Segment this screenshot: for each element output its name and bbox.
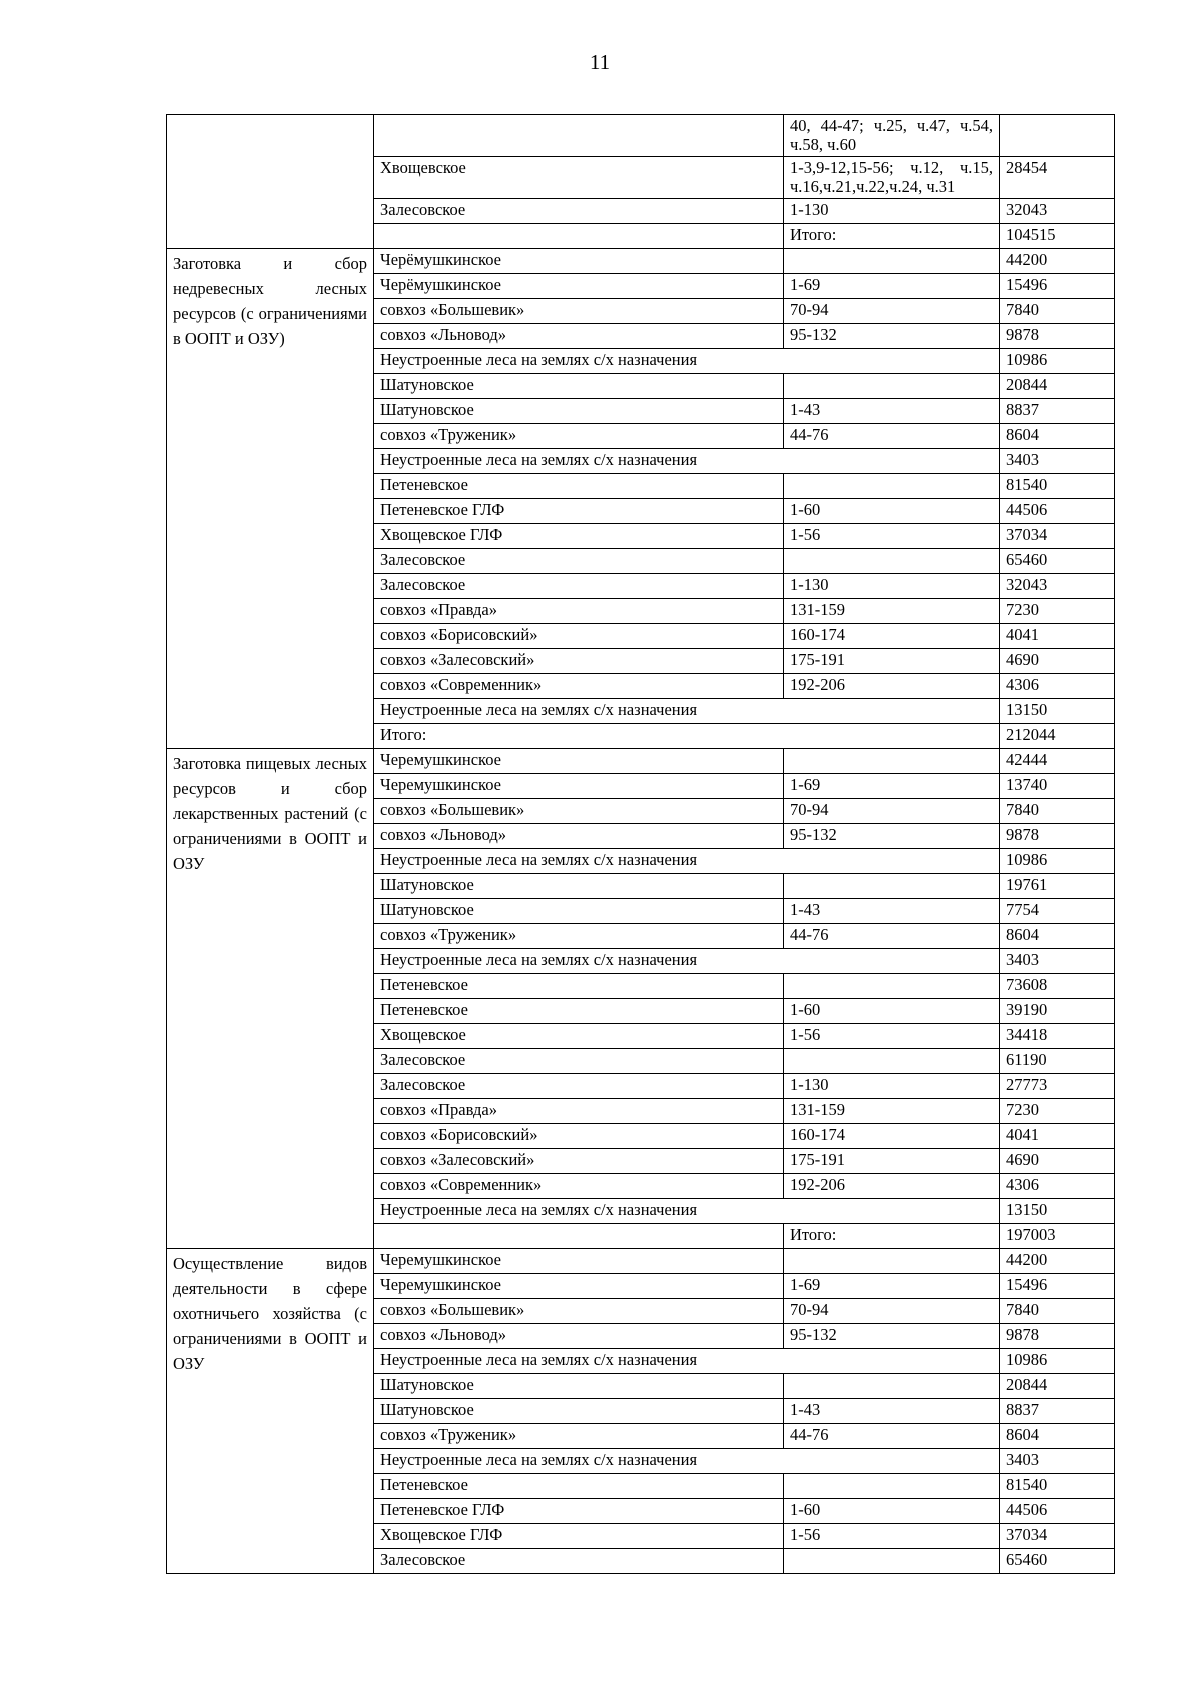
area-name-cell: совхоз «Большевик» [374,799,784,824]
compartment-range-cell: Итого: [784,224,1000,249]
area-value-cell: 4041 [1000,1124,1115,1149]
area-name-cell: Неустроенные леса на землях с/х назначения [374,449,1000,474]
area-value-cell: 37034 [1000,524,1115,549]
area-name-cell: совхоз «Современник» [374,674,784,699]
table-row [167,749,1115,774]
area-value-cell: 32043 [1000,199,1115,224]
compartment-range-cell: 1-43 [784,1399,1000,1424]
compartment-range-cell [784,974,1000,999]
area-name-cell: Петеневское [374,999,784,1024]
area-value-cell: 3403 [1000,1449,1115,1474]
area-name-cell: Хвощевское [374,157,784,199]
area-value-cell: 8604 [1000,1424,1115,1449]
compartment-range-cell: 70-94 [784,799,1000,824]
area-name-cell: Залесовское [374,1074,784,1099]
area-name-cell: Петеневское [374,1474,784,1499]
activity-cell: Заготовка и сбор недревесных лесных ресурсов (с ограничениями в ООПТ и ОЗУ) [167,249,374,749]
area-name-cell: Хвощевское ГЛФ [374,1524,784,1549]
area-value-cell: 73608 [1000,974,1115,999]
area-name-cell: совхоз «Большевик» [374,1299,784,1324]
area-name-cell: Неустроенные леса на землях с/х назначения [374,699,1000,724]
area-value-cell: 7840 [1000,1299,1115,1324]
compartment-range-cell: 160-174 [784,624,1000,649]
compartment-range-cell: 192-206 [784,674,1000,699]
area-value-cell: 197003 [1000,1224,1115,1249]
area-value-cell: 65460 [1000,549,1115,574]
area-value-cell: 9878 [1000,1324,1115,1349]
compartment-range-cell: 1-130 [784,199,1000,224]
activity-cell [167,115,374,249]
area-value-cell: 3403 [1000,949,1115,974]
page-number: 11 [589,50,611,74]
area-value-cell: 4041 [1000,624,1115,649]
area-name-cell: Неустроенные леса на землях с/х назначения [374,349,1000,374]
area-name-cell: совхоз «Борисовский» [374,1124,784,1149]
area-value-cell: 13150 [1000,699,1115,724]
area-value-cell: 8837 [1000,1399,1115,1424]
compartment-range-cell [784,1374,1000,1399]
area-name-cell: Хвощевское ГЛФ [374,524,784,549]
compartment-range-cell: 131-159 [784,1099,1000,1124]
area-value-cell: 8837 [1000,399,1115,424]
area-name-cell: Черемушкинское [374,1274,784,1299]
area-name-cell: Черёмушкинское [374,274,784,299]
area-value-cell: 3403 [1000,449,1115,474]
area-name-cell: Петеневское ГЛФ [374,499,784,524]
compartment-range-cell: 1-56 [784,1024,1000,1049]
compartment-range-cell: 160-174 [784,1124,1000,1149]
area-value-cell: 9878 [1000,824,1115,849]
area-name-cell: Петеневское ГЛФ [374,1499,784,1524]
compartment-range-cell: 44-76 [784,924,1000,949]
area-value-cell: 32043 [1000,574,1115,599]
compartment-range-cell: 44-76 [784,424,1000,449]
area-name-cell: Неустроенные леса на землях с/х назначения [374,1449,1000,1474]
area-name-cell: совхоз «Льновод» [374,324,784,349]
compartment-range-cell [784,1049,1000,1074]
compartment-range-cell: 1-3,9-12,15-56; ч.12, ч.15, ч.16,ч.21,ч.22,ч.24, ч.31 [784,157,1000,199]
forest-resources-table [166,114,1115,1574]
area-name-cell: совхоз «Современник» [374,1174,784,1199]
area-name-cell: Черёмушкинское [374,249,784,274]
area-value-cell: 34418 [1000,1024,1115,1049]
compartment-range-cell [784,874,1000,899]
area-value-cell: 7230 [1000,1099,1115,1124]
compartment-range-cell [784,474,1000,499]
compartment-range-cell: 1-43 [784,899,1000,924]
area-name-cell: Шатуновское [374,374,784,399]
area-value-cell: 65460 [1000,1549,1115,1574]
compartment-range-cell: 1-60 [784,1499,1000,1524]
compartment-range-cell: 1-56 [784,1524,1000,1549]
compartment-range-cell: 1-69 [784,1274,1000,1299]
area-value-cell: 81540 [1000,1474,1115,1499]
area-name-cell: Залесовское [374,1049,784,1074]
area-value-cell: 20844 [1000,374,1115,399]
area-value-cell: 10986 [1000,349,1115,374]
area-name-cell: Петеневское [374,474,784,499]
area-name-cell: Шатуновское [374,899,784,924]
area-value-cell: 81540 [1000,474,1115,499]
area-name-cell: Черемушкинское [374,774,784,799]
area-name-cell: совхоз «Залесовский» [374,649,784,674]
compartment-range-cell: 175-191 [784,649,1000,674]
compartment-range-cell: 40, 44-47; ч.25, ч.47, ч.54, ч.58, ч.60 [784,115,1000,157]
compartment-range-cell: 1-60 [784,499,1000,524]
compartment-range-cell: 192-206 [784,1174,1000,1199]
table-row [167,249,1115,274]
area-value-cell: 104515 [1000,224,1115,249]
activity-cell: Осуществление видов деятельности в сфере охотничьего хозяйства (с ограничениями в ООПТ и ОЗУ [167,1249,374,1574]
compartment-range-cell: 1-69 [784,774,1000,799]
compartment-range-cell: 1-130 [784,574,1000,599]
area-value-cell: 212044 [1000,724,1115,749]
area-value-cell: 13150 [1000,1199,1115,1224]
area-name-cell: Неустроенные леса на землях с/х назначения [374,849,1000,874]
compartment-range-cell: 70-94 [784,1299,1000,1324]
area-value-cell: 19761 [1000,874,1115,899]
area-name-cell: Итого: [374,724,1000,749]
area-value-cell: 13740 [1000,774,1115,799]
area-name-cell: совхоз «Труженик» [374,424,784,449]
area-value-cell: 44506 [1000,499,1115,524]
area-name-cell: Неустроенные леса на землях с/х назначения [374,1349,1000,1374]
compartment-range-cell: 1-56 [784,524,1000,549]
area-value-cell: 10986 [1000,849,1115,874]
area-value-cell: 7754 [1000,899,1115,924]
area-value-cell: 7840 [1000,299,1115,324]
area-value-cell: 15496 [1000,1274,1115,1299]
area-value-cell: 20844 [1000,1374,1115,1399]
compartment-range-cell [784,549,1000,574]
area-value-cell: 37034 [1000,1524,1115,1549]
area-value-cell: 8604 [1000,924,1115,949]
area-value-cell: 8604 [1000,424,1115,449]
area-name-cell: совхоз «Правда» [374,1099,784,1124]
compartment-range-cell: 95-132 [784,324,1000,349]
area-value-cell: 4690 [1000,1149,1115,1174]
area-name-cell: совхоз «Большевик» [374,299,784,324]
area-name-cell: Залесовское [374,549,784,574]
compartment-range-cell [784,374,1000,399]
compartment-range-cell: 175-191 [784,1149,1000,1174]
area-name-cell: Залесовское [374,199,784,224]
area-name-cell: Неустроенные леса на землях с/х назначения [374,949,1000,974]
area-value-cell: 7840 [1000,799,1115,824]
activity-cell: Заготовка пищевых лесных ресурсов и сбор лекарственных растений (с ограничениями в ООПТ и ОЗУ [167,749,374,1249]
area-name-cell: совхоз «Труженик» [374,924,784,949]
compartment-range-cell [784,1249,1000,1274]
compartment-range-cell: 131-159 [784,599,1000,624]
area-value-cell: 10986 [1000,1349,1115,1374]
area-value-cell [1000,115,1115,157]
compartment-range-cell: 1-60 [784,999,1000,1024]
area-name-cell: совхоз «Льновод» [374,824,784,849]
area-value-cell: 27773 [1000,1074,1115,1099]
area-name-cell [374,224,784,249]
area-name-cell: совхоз «Льновод» [374,1324,784,1349]
area-value-cell: 44200 [1000,249,1115,274]
area-name-cell: Неустроенные леса на землях с/х назначения [374,1199,1000,1224]
compartment-range-cell: 95-132 [784,824,1000,849]
area-name-cell: Черемушкинское [374,1249,784,1274]
area-value-cell: 39190 [1000,999,1115,1024]
compartment-range-cell: 1-69 [784,274,1000,299]
compartment-range-cell: 95-132 [784,1324,1000,1349]
area-name-cell [374,115,784,157]
compartment-range-cell [784,1549,1000,1574]
compartment-range-cell: 1-130 [784,1074,1000,1099]
compartment-range-cell: Итого: [784,1224,1000,1249]
area-value-cell: 42444 [1000,749,1115,774]
compartment-range-cell [784,749,1000,774]
area-value-cell: 4306 [1000,1174,1115,1199]
area-name-cell: совхоз «Правда» [374,599,784,624]
area-value-cell: 61190 [1000,1049,1115,1074]
table-row [167,1249,1115,1274]
compartment-range-cell: 44-76 [784,1424,1000,1449]
area-name-cell: Шатуновское [374,1374,784,1399]
area-name-cell: Шатуновское [374,874,784,899]
area-name-cell: Петеневское [374,974,784,999]
area-value-cell: 4690 [1000,649,1115,674]
area-name-cell: Хвощевское [374,1024,784,1049]
area-name-cell: Залесовское [374,574,784,599]
area-value-cell: 4306 [1000,674,1115,699]
compartment-range-cell [784,249,1000,274]
area-value-cell: 7230 [1000,599,1115,624]
area-value-cell: 44200 [1000,1249,1115,1274]
area-name-cell: совхоз «Труженик» [374,1424,784,1449]
area-value-cell: 28454 [1000,157,1115,199]
area-name-cell: Шатуновское [374,1399,784,1424]
area-name-cell: Шатуновское [374,399,784,424]
area-value-cell: 9878 [1000,324,1115,349]
compartment-range-cell [784,1474,1000,1499]
compartment-range-cell: 1-43 [784,399,1000,424]
area-name-cell: Залесовское [374,1549,784,1574]
area-value-cell: 15496 [1000,274,1115,299]
area-value-cell: 44506 [1000,1499,1115,1524]
table-row [167,115,1115,157]
area-name-cell [374,1224,784,1249]
compartment-range-cell: 70-94 [784,299,1000,324]
area-name-cell: Черемушкинское [374,749,784,774]
area-name-cell: совхоз «Залесовский» [374,1149,784,1174]
area-name-cell: совхоз «Борисовский» [374,624,784,649]
